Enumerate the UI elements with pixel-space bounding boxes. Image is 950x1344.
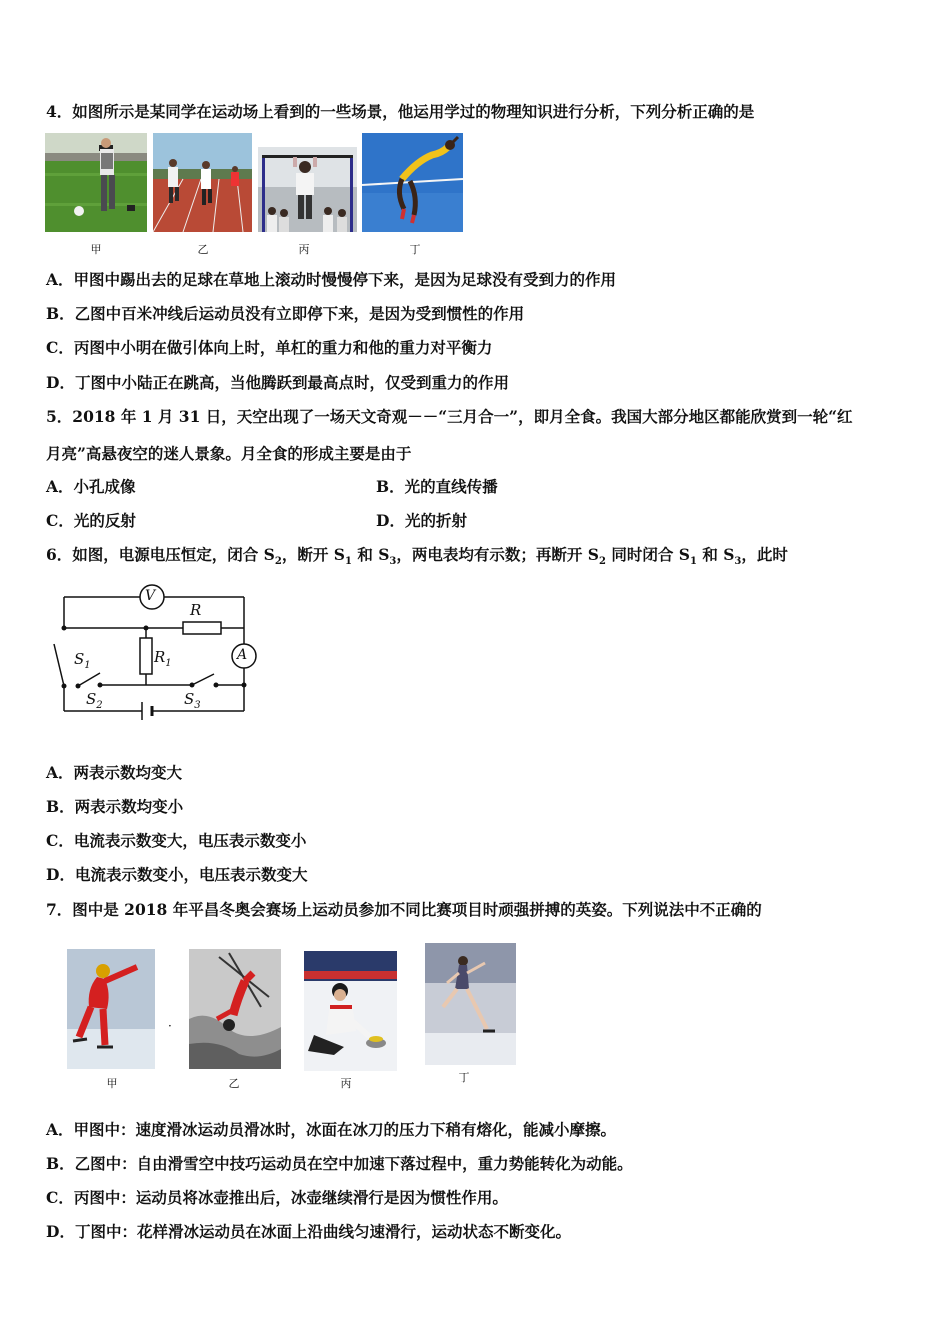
ammeter-label: A: [237, 647, 248, 663]
q7-option-c: C．丙图中：运动员将冰壶推出后，冰壶继续滑行是因为惯性作用。: [46, 1188, 508, 1207]
q4-stem: 4．如图所示是某同学在运动场上看到的一些场景，他运用学过的物理知识进行分析，下列分析正确的是: [46, 102, 755, 121]
q4-photo-jia: [45, 133, 147, 232]
q7-option-a: A．甲图中：速度滑冰运动员滑冰时，冰面在冰刀的压力下稍有熔化，能减小摩擦。: [46, 1120, 617, 1139]
q6-option-b: B．两表示数均变小: [46, 797, 184, 816]
q4-caption-jia: 甲: [90, 243, 102, 256]
switch-s3-label: $S_3$: [184, 690, 201, 711]
q7-caption-ding: 丁: [458, 1071, 470, 1084]
q4-option-a: A．甲图中踢出去的足球在草地上滚动时慢慢停下来，是因为足球没有受到力的作用: [46, 270, 617, 289]
q7-caption-jia: 甲: [106, 1077, 118, 1090]
q5-option-b: B．光的直线传播: [376, 477, 498, 496]
q6-circuit-diagram: [40, 578, 280, 728]
q5-option-a: A．小孔成像: [46, 477, 136, 496]
q4-option-c: C．丙图中小明在做引体向上时，单杠的重力和他的重力对平衡力: [46, 338, 493, 357]
q4-photo-yi: [153, 133, 252, 232]
decorative-dot: ·: [168, 1019, 172, 1033]
switch-s1-label: $S_1$: [74, 650, 91, 671]
q6-option-d: D．电流表示数变小，电压表示数变大: [46, 865, 308, 884]
q5-option-c: C．光的反射: [46, 511, 136, 530]
q6-option-a: A．两表示数均变大: [46, 763, 183, 782]
q4-caption-bing: 丙: [298, 243, 310, 256]
switch-s2-label: $S_2$: [86, 690, 103, 711]
q7-option-d: D．丁图中：花样滑冰运动员在冰面上沿曲线匀速滑行，运动状态不断变化。: [46, 1222, 571, 1241]
q6-option-c: C．电流表示数变大，电压表示数变小: [46, 831, 307, 850]
resistor-r-label: R: [190, 601, 202, 619]
q5-stem-line2: 月亮”高悬夜空的迷人景象。月全食的形成主要是由于: [46, 444, 412, 463]
q4-photo-ding: [362, 133, 463, 232]
q7-photo-yi: [189, 949, 281, 1069]
q6-stem: 6．如图，电源电压恒定，闭合 $S_2$，断开 $S_1$ 和 $S_3$，两电表均有示数；再断开 $S_2$ 同时闭合 $S_1$ 和 $S_3$，此时: [46, 545, 788, 568]
resistor-r1-label: $R_1$: [154, 648, 172, 669]
q7-stem: 7．图中是 2018 年平昌冬奥会赛场上运动员参加不同比赛项目时顽强拼搏的英姿。下列说法中不正确的: [46, 900, 762, 919]
q7-option-b: B．乙图中：自由滑雪空中技巧运动员在空中加速下落过程中，重力势能转化为动能。: [46, 1154, 633, 1173]
q4-caption-yi: 乙: [197, 243, 209, 256]
q7-caption-bing: 丙: [340, 1077, 352, 1090]
q7-photo-jia: [67, 949, 155, 1069]
q5-option-d: D．光的折射: [376, 511, 467, 530]
q4-caption-ding: 丁: [409, 243, 421, 256]
q5-stem-line1: 5．2018 年 1 月 31 日，天空出现了一场天文奇观－－“三月合一”，即月全食。我国大部分地区都能欣赏到一轮“红: [46, 407, 853, 426]
q7-photo-ding: [425, 943, 516, 1065]
q4-option-b: B．乙图中百米冲线后运动员没有立即停下来，是因为受到惯性的作用: [46, 304, 525, 323]
voltmeter-label: V: [145, 588, 156, 604]
q4-option-d: D．丁图中小陆正在跳高，当他腾跃到最高点时，仅受到重力的作用: [46, 373, 509, 392]
q7-photo-bing: [304, 951, 397, 1071]
q4-photo-bing: [258, 147, 357, 232]
q7-caption-yi: 乙: [228, 1077, 240, 1090]
